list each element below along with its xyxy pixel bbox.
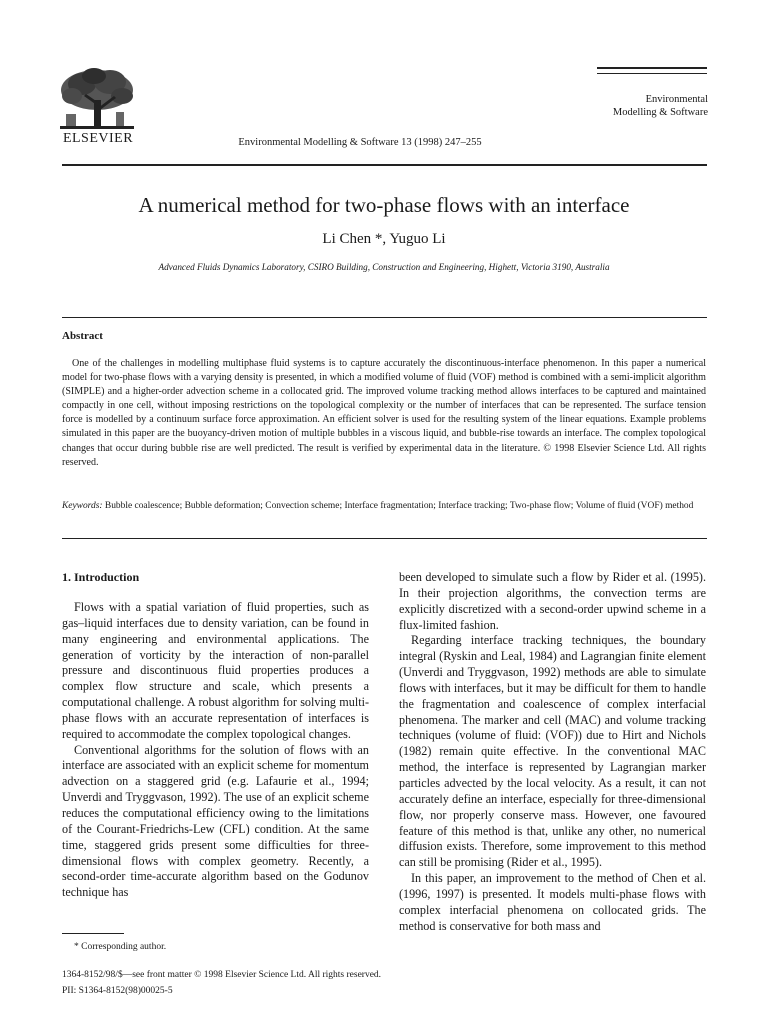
abstract-body — [62, 357, 706, 470]
footnote-corresponding-author: * Corresponding author. — [74, 942, 167, 952]
author-affiliation: Advanced Fluids Dynamics Laboratory, CSIRO Building, Construction and Engineering, Highett, Victoria 3190, Australia — [158, 262, 610, 272]
right-column — [399, 570, 706, 934]
intro-paragraph-2: Conventional algorithms for the solution of flows with an interface are associated with an explicit scheme for momentum advection on a staggered grid (e.g. Lafaurie et al., 1994; Unverdi and Tryggvason, 1992). The use of an explicit scheme reduces the computational efficiency owing to the limitations of the Courant-Friedrichs-Lew (CFL) condition. At the same time, staggered grids present some difficulties for three-dimensional flows with complex geometry. Recently, a second-order time-accurate algorithm based on the Godunov technique has — [62, 742, 369, 900]
journal-citation: Environmental Modelling & Software 13 (1998) 247–255 — [238, 137, 482, 148]
header-rule — [62, 164, 707, 166]
article-title: A numerical method for two-phase flows with an interface — [138, 193, 630, 217]
article-authors: Li Chen *, Yuguo Li — [322, 231, 446, 247]
pii-line: PII: S1364-8152(98)00025-5 — [62, 986, 173, 996]
keywords — [62, 500, 706, 514]
footnote-rule — [62, 933, 124, 934]
elsevier-tree-logo — [54, 66, 140, 136]
keywords-list: Bubble coalescence; Bubble deformation; Convection scheme; Interface fragmentation; Interface tracking; Two-phase flow; Volume of fluid (VOF) method — [104, 501, 694, 511]
abstract-text: One of the challenges in modelling multiphase fluid systems is to capture accurately the discontinuous-interface phenomenon. In this paper a numerical model for two-phase flows with a varying density is presented, in which a modified volume of fluid (VOF) method is combined with a semi-implicit algorithm (SIMPLE) and a higher-order advection scheme in a collocated grid. The improved volume tracking method allows interfaces to be captured and maintained compactly in one cell, without imposing restrictions on the topological complexity or the number of interfaces that can be represented. The surface tension force is modelled by a continuum surface force approximation. An efficient solver is used for the resulting system of the linear equations. Example problems simulated in this paper are the buoyancy-driven motion of multiple bubbles in a viscous liquid, and bubble-rise towards an interface. The complex topological changes that occur during bubble rise are well predicted. The result is verified by experimental data in the literature. © 1998 Elsevier Science Ltd. All rights reserved. — [62, 358, 706, 468]
copyright-line: 1364-8152/98/$—see front matter © 1998 Elsevier Science Ltd. All rights reserved. — [62, 970, 382, 980]
left-column — [62, 600, 369, 901]
intro-paragraph-3: Regarding interface tracking techniques, the boundary integral (Ryskin and Leal, 1984) and Lagrangian finite element (Unverdi and Tryggvason, 1992) methods are able to simulate flows with interfaces, but it may be difficult for them to handle the fragmentation and coalescence of complex interfacial phenomena. The marker and cell (MAC) and volume tracking techniques (volume of fluid: (VOF)) due to Hirt and Nichols (1982) remain quite effective. In the conventional MAC method, the interface is represented by Lagrangian marker particles advected by the local velocity. As a result, it can not accurately define an interface, especially for three-dimensional flow, nor properly conserve mass. However, one favoured feature of this method is that, unlike any other, no numerical diffusion exists. Therefore, some improvement to this method can still be promising (Rider et al., 1995). — [399, 633, 706, 870]
journal-brand-line2: Modelling & Software — [612, 107, 708, 118]
intro-paragraph-4: In this paper, an improvement to the method of Chen et al. (1996, 1997) is presented. It models multi-phase flows with complex interfacial phenomena on collocated grids. The method is conservative for both mass and — [399, 871, 706, 933]
abstract-rule-bottom — [62, 538, 707, 539]
journal-brand — [560, 93, 708, 119]
section-heading-introduction: 1. Introduction — [62, 570, 140, 584]
brand-rule-top — [597, 67, 707, 69]
intro-paragraph-2-continued: been developed to simulate such a flow by Rider et al. (1995). In their projection algorithms, the convection terms are explicitly discretized with a second-order upwind scheme in a flux-limited fashion. — [399, 570, 706, 632]
intro-paragraph-1: Flows with a spatial variation of fluid properties, such as gas–liquid interfaces due to density variation, can be found in many engineering and environmental applications. The generation of vorticity by the interaction of non-parallel pressure and discontinuous fluid properties produces a complex flow structure and scale, which presents a computational challenge. A robust algorithm for solving multi-phase flows with an accurate representation of interfaces is required to accommodate the complex topological changes. — [62, 600, 369, 741]
publisher-name: ELSEVIER — [62, 131, 134, 146]
journal-brand-line1: Environmental — [645, 94, 708, 105]
keywords-label: Keywords: — [62, 501, 103, 511]
abstract-rule-top — [62, 317, 707, 318]
brand-rule-second — [597, 73, 707, 74]
abstract-heading: Abstract — [62, 330, 103, 342]
